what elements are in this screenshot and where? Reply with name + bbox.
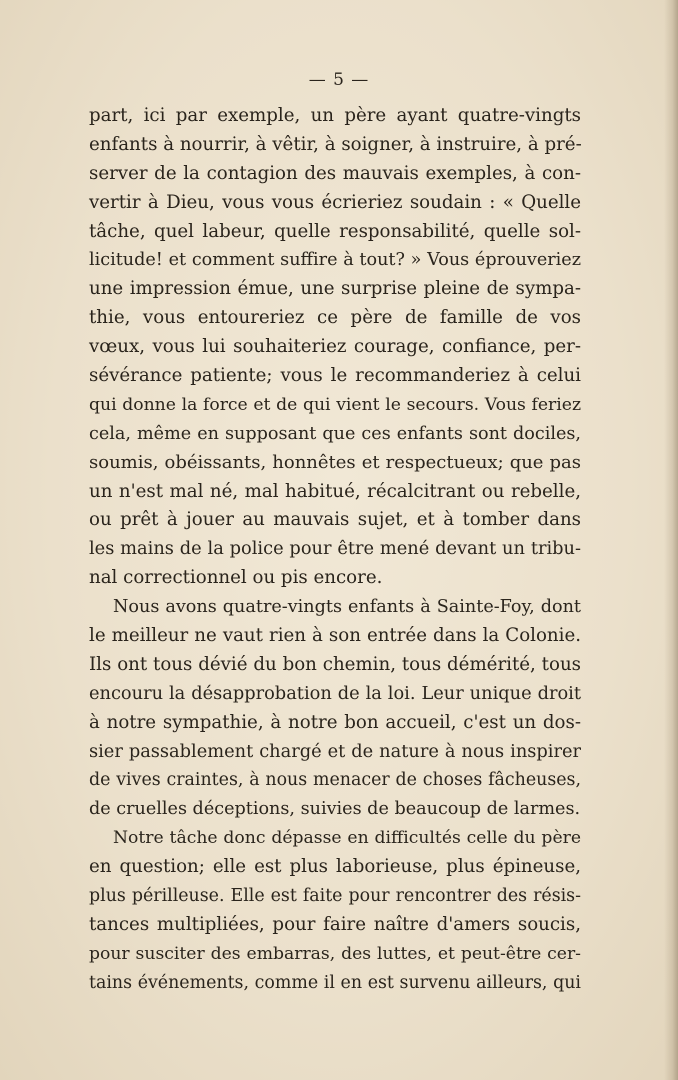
text-line: de vives craintes, à nous menacer de choses fâcheuses, — [89, 770, 581, 791]
text-line: un n'est mal né, mal habitué, récalcitrant ou rebelle, — [89, 480, 581, 502]
text-line: vœux, vous lui souhaiteriez courage, confiance, per- — [89, 336, 581, 358]
body-text — [89, 102, 581, 998]
text-line: vertir à Dieu, vous vous écrieriez soudain : « Quelle — [89, 191, 581, 213]
text-line: en question; elle est plus laborieuse, plus épineuse, — [89, 856, 581, 878]
text-line: cela, même en supposant que ces enfants sont dociles, — [89, 423, 581, 444]
text-line: qui donne la force et de qui vient le secours. Vous feriez — [89, 394, 581, 415]
text-line: une impression émue, une surprise pleine de sympa- — [89, 278, 581, 300]
text-line: tains événements, comme il en est survenu ailleurs, qui — [89, 972, 581, 993]
page-edge-shadow — [664, 0, 678, 1080]
text-line: part, ici par exemple, un père ayant quatre-vingts — [89, 105, 581, 126]
text-line: server de la contagion des mauvais exemples, à con- — [89, 162, 581, 184]
text-line: sévérance patiente; vous le recommanderiez à celui — [89, 365, 581, 387]
text-line: le meilleur ne vaut rien à son entrée dans la Colonie. — [89, 625, 581, 647]
text-line: encouru la désapprobation de la loi. Leur unique droit — [89, 682, 581, 704]
text-line: plus périlleuse. Elle est faite pour rencontrer des résis- — [89, 886, 581, 907]
text-line: Ils ont tous dévié du bon chemin, tous démérité, tous — [89, 653, 581, 675]
text-line: les mains de la police pour être mené devant un tribu- — [89, 538, 581, 560]
text-line: ou prêt à jouer au mauvais sujet, et à tomber dans — [89, 509, 581, 531]
text-line: soumis, obéissants, honnêtes et respectueux; que pas — [89, 451, 581, 473]
text-line: thie, vous entoureriez ce père de famille de vos — [89, 307, 581, 329]
text-line: Nous avons quatre-vingts enfants à Sainte-Foy, dont — [113, 597, 581, 618]
text-line: tances multipliées, pour faire naître d'amers soucis, — [89, 913, 581, 935]
text-line: licitude! et comment suffire à tout? » Vous éprouveriez — [89, 250, 581, 271]
text-line: pour susciter des embarras, des luttes, et peut-être cer- — [89, 943, 581, 964]
text-line: tâche, quel labeur, quelle responsabilité, quelle sol- — [89, 220, 581, 242]
text-line: sier passablement chargé et de nature à nous inspirer — [89, 740, 581, 762]
text-line: à notre sympathie, à notre bon accueil, c'est un dos- — [89, 711, 581, 733]
text-line: enfants à nourrir, à vêtir, à soigner, à instruire, à pré- — [89, 133, 582, 155]
page-number: — 5 — — [308, 70, 370, 90]
text-line: nal correctionnel ou pis encore. — [89, 567, 383, 589]
text-line: de cruelles déceptions, suivies de beaucoup de larmes. — [89, 799, 581, 820]
text-line: Notre tâche donc dépasse en difficultés celle du père — [113, 828, 581, 849]
